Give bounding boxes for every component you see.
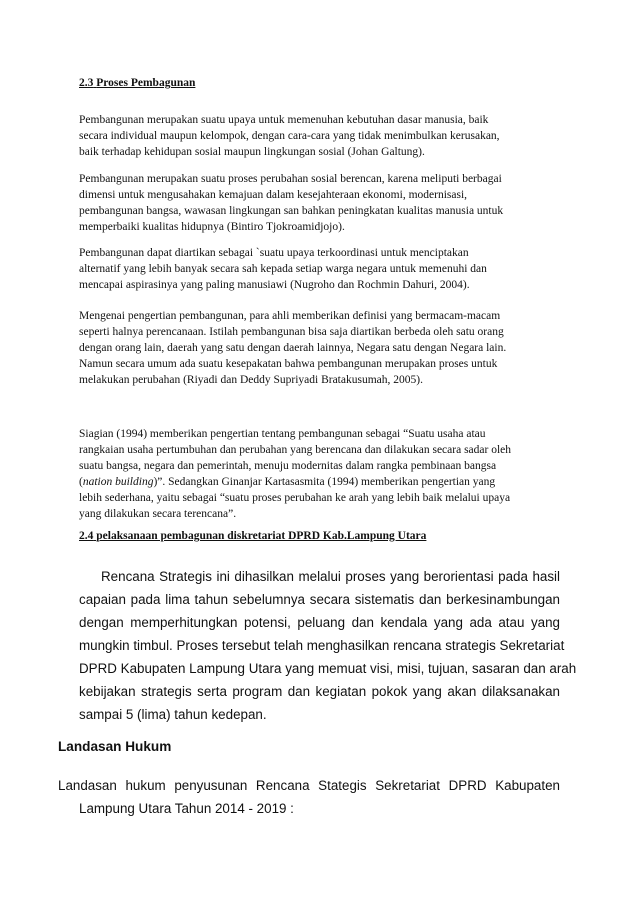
paragraph-line: dengan memperhitungkan potensi, peluang dan kendala yang ada atau yang [79,615,560,630]
paragraph-line: pembangunan bangsa, wawasan lingkungan san bahkan peningkatan kualitas manusia untuk [79,205,504,217]
paragraph-line [79,475,495,489]
paragraph-line: mungkin timbul. Proses tersebut telah menghasilkan rencana strategis Sekretariat [79,638,565,653]
section-2-3-title: Proses Pembagunan [96,77,196,89]
paragraph-line: mencapai aspirasinya yang paling manusiawi (Nugroho dan Rochmin Dahuri, 2004). [79,279,470,291]
paragraph-line: Rencana Strategis ini dihasilkan melalui proses yang berorientasi pada hasil [101,569,560,584]
paragraph-line: Landasan hukum penyusunan Rencana Stategis Sekretariat DPRD Kabupaten [58,778,560,793]
section-2-4-heading [79,530,426,542]
paren-open: ( [79,476,83,488]
paragraph-line: Pembangunan dapat diartikan sebagai `suatu upaya terkoordinasi untuk menciptakan [79,247,469,259]
paragraph-line: seperti halnya perencanaan. Istilah pembangunan bisa saja diartikan berbeda oleh satu orang [79,326,504,338]
paragraph-line: lebih sederhana, yaitu sebagai “suatu proses perubahan ke arah yang lebih baik melalui upaya [79,492,511,504]
paragraph-line: DPRD Kabupaten Lampung Utara yang memuat visi, misi, tujuan, sasaran dan arah [79,661,577,676]
paragraph-line: rangkaian usaha pertumbuhan dan perubahan yang berencana dan dilakukan secara sadar oleh [79,444,512,456]
paragraph-line: Pembangunan merupakan suatu upaya untuk memenuhan kebutuhan dasar manusia, baik [79,114,489,126]
paragraph-line: melakukan perubahan (Riyadi dan Deddy Supriyadi Bratakusumah, 2005). [79,374,423,386]
nation-building-term: nation building [82,476,154,488]
landasan-hukum-heading: Landasan Hukum [58,739,172,754]
paragraph-line: baik terhadap kehidupan sosial maupun lingkungan sosial (Johan Galtung). [79,146,425,158]
paragraph-line: Lampung Utara Tahun 2014 - 2019 : [79,801,294,816]
section-2-4-number: 2.4 [79,530,94,542]
paragraph-line: dimensi untuk mengusahakan kemajuan dalam kesejahteraan ekonomi, modernisasi, [79,189,468,201]
paragraph-line: capaian pada lima tahun sebelumnya secara sistematis dan berkesinambungan [79,592,560,607]
paragraph-line: sampai 5 (lima) tahun kedepan. [79,707,267,722]
section-2-4-title: pelaksanaan pembagunan diskretariat DPRD Kab.Lampung Utara [96,530,427,542]
paragraph-line: alternatif yang lebih banyak secara sah kepada setiap warga negara untuk memenuhi dan [79,263,487,275]
section-2-3-heading [79,77,195,89]
paragraph-line: Pembangunan merupakan suatu proses perubahan sosial berencan, karena meliputi berbagai [79,173,502,185]
paragraph-line: Siagian (1994) memberikan pengertian tentang pembangunan sebagai “Suatu usaha atau [79,428,486,440]
paragraph-line: Namun secara umum ada suatu kesepakatan bahwa pembangunan merupakan proses untuk [79,358,498,370]
paragraph-line: yang dilakukan secara terencana”. [79,508,237,520]
paragraph-line-rest: )”. Sedangkan Ginanjar Kartasasmita (1994) memberikan pengertian yang [153,476,496,488]
section-2-3-number: 2.3 [79,77,94,89]
paragraph-line: memperbaiki kualitas hidupnya (Bintiro Tjokroamidjojo). [79,221,345,233]
paragraph-line: Mengenai pengertian pembangunan, para ahli memberikan definisi yang bermacam-macam [79,310,501,322]
paragraph-line: kebijakan strategis serta program dan kegiatan pokok yang akan dilaksanakan [79,684,560,699]
paragraph-line: secara individual maupun kelompok, dengan cara-cara yang tidak menimbulkan kerusakan, [79,130,500,142]
paragraph-line: suatu bangsa, negara dan pemerintah, menuju modernitas dalam rangka pembinaan bangsa [79,460,497,472]
paragraph-line: dengan orang lain, daerah yang satu dengan daerah lainnya, Negara satu dengan Negara lain. [79,342,507,354]
